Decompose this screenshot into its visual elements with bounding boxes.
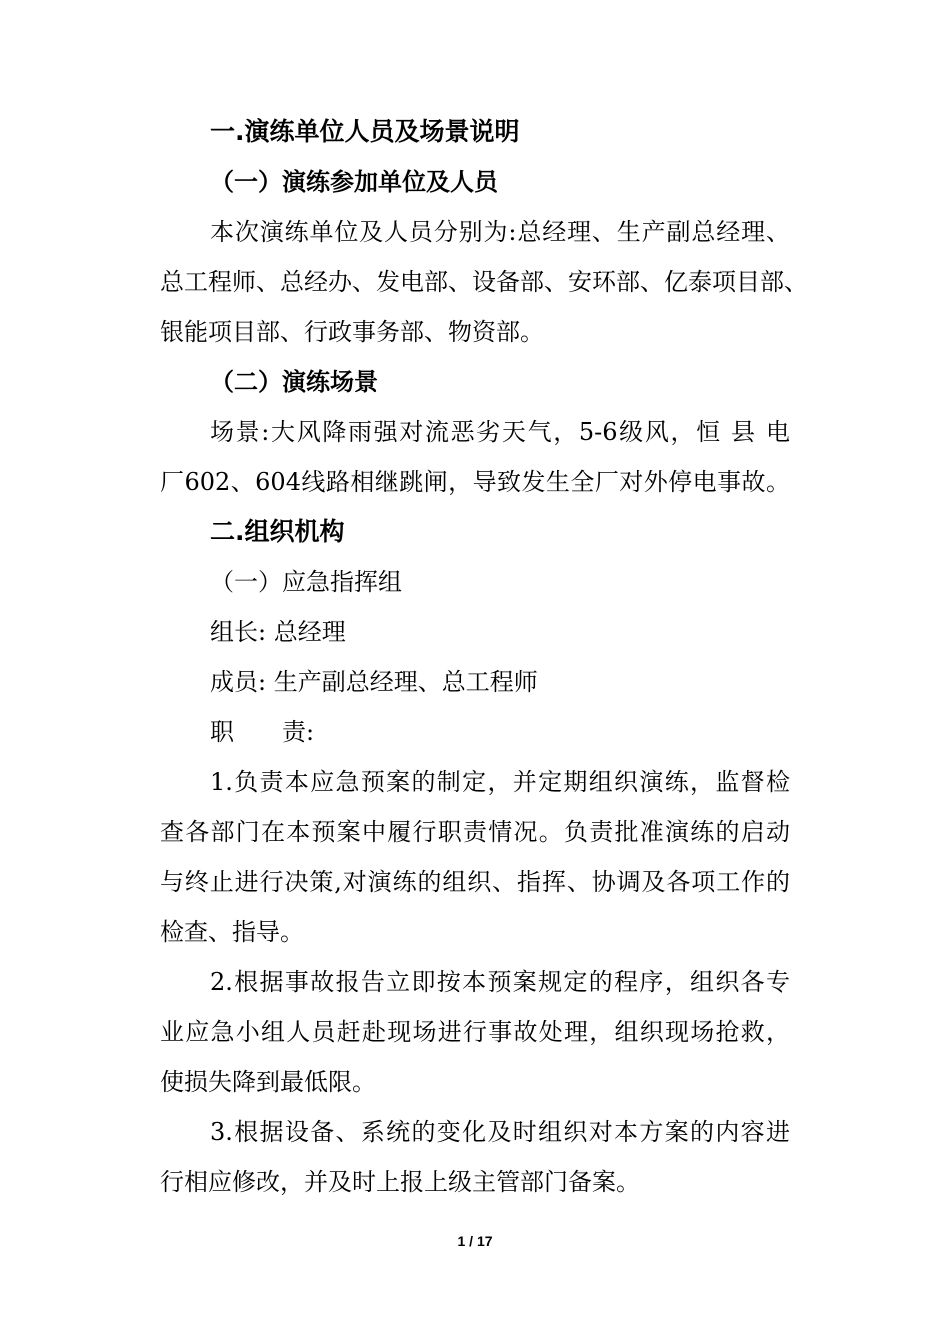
page-number: 1 / 17 [457, 1233, 493, 1249]
section-heading: 一.演练单位人员及场景说明 [210, 117, 520, 146]
paragraph-line: 总工程师、总经办、发电部、设备部、安环部、亿泰项目部、 [160, 268, 808, 296]
duty-item-line: 2.根据事故报告立即按本预案规定的程序，组织各专 [210, 968, 790, 996]
leader-line: 组长: 总经理 [210, 618, 346, 646]
duty-item-line: 行相应修改，并及时上报上级主管部门备案。 [160, 1168, 640, 1196]
subsection-heading: （一）应急指挥组 [210, 568, 402, 596]
subsection-heading: （二）演练场景 [210, 368, 378, 396]
duty-item-line: 业应急小组人员赶赴现场进行事故处理，组织现场抢救， [160, 1018, 790, 1046]
members-line: 成员: 生产副总经理、总工程师 [210, 668, 538, 696]
paragraph-line: 银能项目部、行政事务部、物资部。 [160, 318, 544, 346]
paragraph-line: 场景:大风降雨强对流恶劣天气，5-6级风，恒 县 电 [210, 418, 790, 446]
duty-item-line: 1.负责本应急预案的制定，并定期组织演练，监督检 [210, 768, 790, 796]
duties-label: 职 责: [210, 718, 315, 746]
subsection-heading: （一）演练参加单位及人员 [210, 168, 498, 196]
duty-item-line: 检查、指导。 [160, 918, 304, 946]
duty-item-line: 3.根据设备、系统的变化及时组织对本方案的内容进 [210, 1118, 790, 1146]
paragraph-line: 本次演练单位及人员分别为:总经理、生产副总经理、 [210, 218, 790, 246]
duty-item-line: 与终止进行决策,对演练的组织、指挥、协调及各项工作的 [160, 868, 790, 896]
duty-item-line: 查各部门在本预案中履行职责情况。负责批准演练的启动 [160, 818, 790, 846]
paragraph-line: 厂602、604线路相继跳闸，导致发生全厂对外停电事故。 [160, 468, 790, 496]
section-heading: 二.组织机构 [210, 517, 345, 546]
duty-item-line: 使损失降到最低限。 [160, 1068, 376, 1096]
